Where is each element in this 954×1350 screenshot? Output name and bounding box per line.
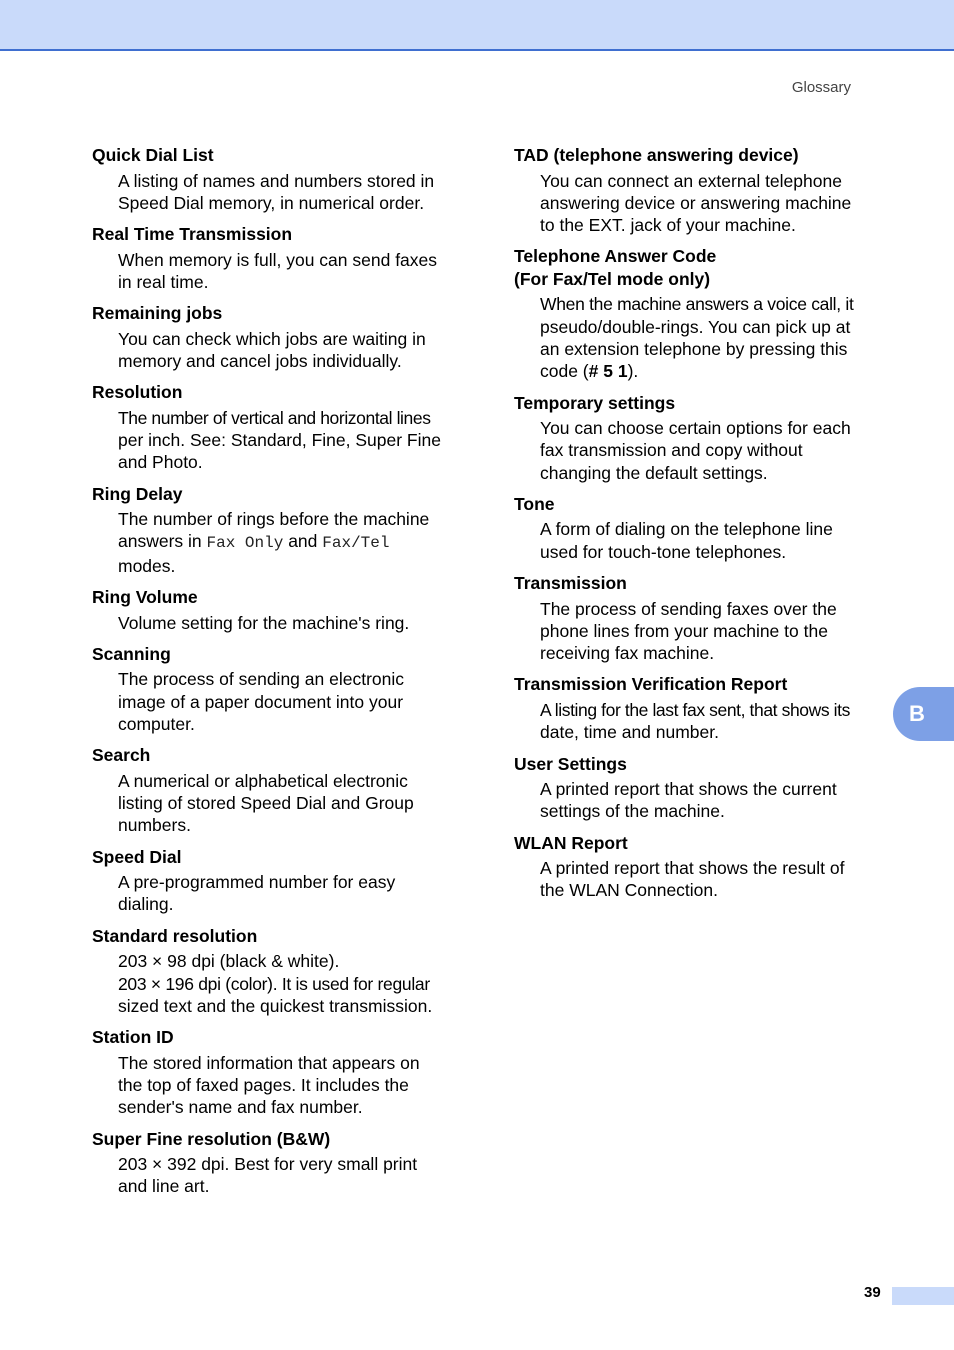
header-band	[0, 0, 954, 51]
page-number-bar	[892, 1287, 954, 1305]
definition-line	[540, 360, 886, 382]
glossary-definition	[118, 170, 464, 215]
glossary-term: Transmission	[514, 573, 627, 594]
definition-line: A numerical or alphabetical electronic	[118, 770, 408, 791]
glossary-definition	[118, 249, 464, 294]
glossary-definition	[118, 1153, 464, 1198]
definition-line: and line art.	[118, 1176, 210, 1197]
glossary-term: TAD (telephone answering device)	[514, 145, 799, 165]
definition-line: date, time and number.	[540, 722, 719, 743]
glossary-term: Search	[92, 745, 151, 766]
definition-line: When memory is full, you can send faxes	[118, 249, 438, 270]
definition-line: sender's name and fax number.	[118, 1097, 363, 1118]
definition-line: Volume setting for the machine's ring.	[118, 612, 410, 633]
definition-line: and Photo.	[118, 452, 203, 473]
definition-text: and	[283, 531, 323, 552]
glossary-entry	[92, 1026, 464, 1118]
glossary-entry	[514, 753, 886, 823]
definition-line: When the machine answers a voice call, it	[540, 294, 854, 315]
appendix-side-tab: B	[893, 687, 954, 741]
glossary-term: Ring Volume	[92, 587, 198, 608]
definition-line: modes.	[118, 555, 176, 576]
glossary-definition	[118, 508, 464, 577]
definition-line: changing the default settings.	[540, 462, 768, 483]
glossary-term: Scanning	[92, 643, 171, 664]
glossary-definition	[118, 668, 464, 735]
glossary-entry	[514, 572, 886, 664]
glossary-term: Quick Dial List	[92, 145, 214, 165]
definition-line: dialing.	[118, 894, 174, 915]
definition-line: computer.	[118, 713, 195, 734]
glossary-definition	[118, 950, 464, 1017]
definition-line: used for touch-tone telephones.	[540, 541, 787, 562]
glossary-entry	[514, 673, 886, 743]
glossary-definition	[540, 417, 886, 484]
glossary-entry	[92, 744, 464, 836]
glossary-term: Standard resolution	[92, 925, 258, 946]
definition-line: 203 × 98 dpi (black & white).	[118, 951, 340, 972]
definition-line: an extension telephone by pressing this	[540, 338, 848, 359]
glossary-term: WLAN Report	[514, 832, 628, 853]
glossary-entry	[92, 925, 464, 1017]
definition-line: The number of vertical and horizontal lines	[118, 407, 431, 428]
definition-line: sized text and the quickest transmission.	[118, 995, 433, 1016]
definition-line: The process of sending an electronic	[118, 669, 404, 690]
definition-line: to the EXT. jack of your machine.	[540, 215, 796, 236]
glossary-entry	[514, 832, 886, 902]
mode-name-fax-tel: Fax/Tel	[322, 534, 390, 553]
definition-line: 203 × 392 dpi. Best for very small print	[118, 1154, 418, 1175]
definition-line: You can check which jobs are waiting in	[118, 328, 426, 349]
glossary-definition	[540, 699, 886, 744]
glossary-term: Transmission Verification Report	[514, 674, 788, 695]
definition-line: The stored information that appears on	[118, 1052, 420, 1073]
definition-line: pseudo/double-rings. You can pick up at	[540, 316, 851, 337]
glossary-left-column	[92, 144, 464, 1207]
glossary-term-qualifier: (For Fax/Tel mode only)	[514, 268, 711, 289]
definition-line: A listing of names and numbers stored in	[118, 170, 435, 191]
definition-line: Speed Dial memory, in numerical order.	[118, 192, 425, 213]
definition-line: per inch. See: Standard, Fine, Super Fine	[118, 430, 441, 451]
definition-line: settings of the machine.	[540, 801, 725, 822]
glossary-definition	[118, 871, 464, 916]
mode-name-fax-only: Fax Only	[206, 534, 284, 553]
glossary-entry	[92, 1128, 464, 1198]
glossary-entry	[514, 493, 886, 563]
glossary-term: Super Fine resolution (B&W)	[92, 1128, 331, 1149]
definition-line: fax transmission and copy without	[540, 440, 803, 461]
glossary-entry	[92, 223, 464, 293]
definition-line: A pre-programmed number for easy	[118, 872, 396, 893]
glossary-term: Resolution	[92, 382, 183, 403]
definition-line: 203 × 196 dpi (color). It is used for regular	[118, 973, 430, 994]
glossary-entry	[514, 392, 886, 484]
definition-line: the top of faxed pages. It includes the	[118, 1074, 409, 1095]
code-value: # 5 1	[588, 361, 628, 382]
glossary-definition	[540, 857, 886, 902]
glossary-definition	[540, 518, 886, 563]
definition-line: The number of rings before the machine	[118, 509, 430, 530]
definition-line: the WLAN Connection.	[540, 880, 719, 901]
glossary-definition	[118, 770, 464, 837]
definition-line: phone lines from your machine to the	[540, 620, 828, 641]
definition-line: A printed report that shows the result of	[540, 858, 845, 879]
definition-line: receiving fax machine.	[540, 643, 715, 664]
glossary-definition	[118, 328, 464, 373]
glossary-entry	[92, 483, 464, 577]
glossary-entry	[514, 245, 886, 382]
glossary-definition	[540, 598, 886, 665]
definition-line: image of a paper document into your	[118, 691, 404, 712]
definition-line: listing of stored Speed Dial and Group	[118, 793, 414, 814]
glossary-definition	[540, 778, 886, 823]
glossary-term: Temporary settings	[514, 392, 676, 413]
glossary-entry	[92, 144, 464, 214]
glossary-entry	[92, 643, 464, 735]
definition-line	[118, 530, 464, 554]
glossary-entry	[92, 586, 464, 634]
definition-line: in real time.	[118, 271, 209, 292]
definition-line: answering device or answering machine	[540, 192, 852, 213]
definition-text: code (	[540, 361, 589, 382]
glossary-definition	[118, 612, 464, 634]
definition-line: You can connect an external telephone	[540, 170, 842, 191]
glossary-right-column	[514, 144, 886, 911]
glossary-term: Speed Dial	[92, 846, 182, 867]
glossary-term: Telephone Answer Code	[514, 246, 717, 267]
definition-line: A form of dialing on the telephone line	[540, 519, 833, 540]
definition-text: answers in	[118, 531, 207, 552]
glossary-entry	[514, 144, 886, 236]
running-title: Glossary	[791, 79, 851, 96]
glossary-term: User Settings	[514, 753, 627, 774]
definition-line: numbers.	[118, 815, 191, 836]
definition-line: A printed report that shows the current	[540, 779, 837, 800]
definition-line: memory and cancel jobs individually.	[118, 350, 402, 371]
definition-line: You can choose certain options for each	[540, 418, 851, 439]
glossary-term: Station ID	[92, 1027, 174, 1048]
glossary-term: Remaining jobs	[92, 303, 223, 324]
glossary-definition	[118, 1052, 464, 1119]
page-number: 39	[864, 1284, 881, 1301]
definition-text: ).	[627, 361, 639, 382]
glossary-entry	[92, 381, 464, 473]
definition-line: The process of sending faxes over the	[540, 598, 837, 619]
glossary-term: Ring Delay	[92, 483, 183, 504]
glossary-definition	[540, 293, 886, 382]
glossary-entry	[92, 302, 464, 372]
definition-line: A listing for the last fax sent, that shows its	[540, 699, 850, 720]
glossary-term: Tone	[514, 493, 555, 514]
glossary-definition	[540, 170, 886, 237]
glossary-entry	[92, 846, 464, 916]
glossary-term: Real Time Transmission	[92, 224, 293, 245]
glossary-definition	[118, 407, 464, 474]
